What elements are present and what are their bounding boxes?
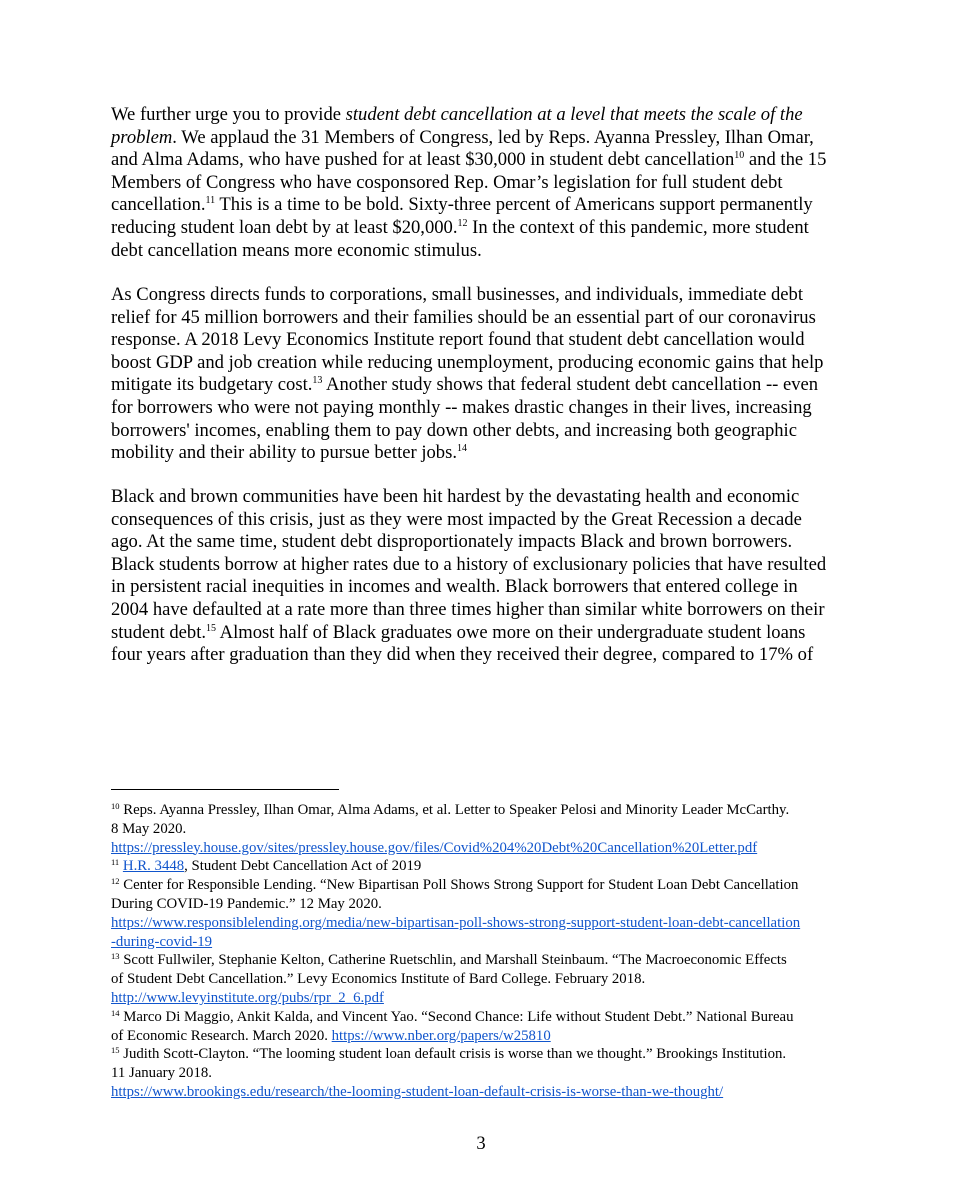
footnote-number: 14 [111, 1007, 120, 1018]
paragraph-debt-cancellation-scale [111, 104, 851, 262]
text: Center for Responsible Lending. “New Bipartisan Poll Shows Strong Support for Student Loan Debt Cancellation [119, 877, 799, 894]
text-line: 11 January 2018. [111, 1065, 212, 1082]
footnote-ref-11[interactable]: 11 [205, 195, 216, 207]
footnote-number: 12 [111, 876, 120, 887]
text-line: for borrowers who were not paying monthly -- makes drastic changes in their lives, increasing [111, 396, 812, 418]
footnote-number: 13 [111, 951, 120, 962]
text: of Economic Research. March 2020. [111, 1027, 332, 1044]
text-line: Black students borrow at higher rates due to a history of exclusionary policies that have resulted [111, 553, 827, 575]
footnote-12 [111, 876, 856, 951]
text-line: borrowers' incomes, enabling them to pay down other debts, and increasing both geographic [111, 419, 797, 441]
text: mitigate its budgetary cost. [111, 374, 313, 396]
paragraph-racial-inequity [111, 486, 851, 667]
text: , Student Debt Cancellation Act of 2019 [184, 858, 422, 875]
text-line: Black and brown communities have been hit hardest by the devastating health and economic [111, 486, 800, 507]
footnote-ref-13[interactable]: 13 [312, 375, 323, 387]
text: Judith Scott-Clayton. “The looming student loan default crisis is worse than we thought.” Brookings Institution. [119, 1046, 787, 1063]
footnote-number: 15 [111, 1045, 120, 1056]
text: and the 15 [744, 149, 827, 171]
emphasis-text: problem [111, 126, 173, 148]
footnote-link-continued[interactable]: -during-covid-19 [111, 933, 213, 950]
footnote-15 [111, 1045, 856, 1101]
footnote-separator [111, 789, 339, 790]
text: Almost half of Black graduates owe more on their undergraduate student loans [216, 621, 806, 643]
text: . We applaud the 31 Members of Congress, led by Reps. Ayanna Pressley, Ilhan Omar, [172, 126, 814, 148]
text-line: boost GDP and job creation while reducing unemployment, producing economic gains that help [111, 351, 824, 373]
footnote-link[interactable]: https://www.nber.org/papers/w25810 [331, 1027, 551, 1044]
text-line: During COVID-19 Pandemic.” 12 May 2020. [111, 895, 382, 912]
footnote-number: 11 [111, 857, 120, 868]
text-line: of Student Debt Cancellation.” Levy Economics Institute of Bard College. February 2018. [111, 971, 646, 988]
text: student debt. [111, 621, 207, 643]
footnote-link[interactable]: http://www.levyinstitute.org/pubs/rpr_2_6.pdf [111, 989, 384, 1006]
text-line: consequences of this crisis, just as they were most impacted by the Great Recession a decade [111, 508, 802, 530]
text: Scott Fullwiler, Stephanie Kelton, Catherine Ruetschlin, and Marshall Steinbaum. “The Macroeconomic Effects [119, 952, 787, 969]
paragraph-economic-stimulus [111, 284, 851, 465]
footnote-ref-12[interactable]: 12 [457, 217, 468, 229]
footnote-11 [111, 857, 856, 876]
text-line: 8 May 2020. [111, 820, 187, 837]
footnote-10 [111, 801, 856, 857]
text: and Alma Adams, who have pushed for at least $30,000 in student debt cancellation [111, 149, 735, 171]
footnote-link[interactable]: H.R. 3448 [122, 858, 185, 875]
footnote-link[interactable]: https://pressley.house.gov/sites/pressley.house.gov/files/Covid%204%20Debt%20Cancellation%20Letter.pdf [111, 839, 758, 856]
text: Marco Di Maggio, Ankit Kalda, and Vincent Yao. “Second Chance: Life without Student Debt.” National Bureau [119, 1008, 794, 1025]
footnote-link[interactable]: https://www.responsiblelending.org/media/new-bipartisan-poll-shows-strong-support-student-loan-debt-cancellation [111, 914, 801, 931]
footnote-link[interactable]: https://www.brookings.edu/research/the-looming-student-loan-default-crisis-is-worse-than-we-thought/ [111, 1083, 724, 1100]
text-line: As Congress directs funds to corporations, small businesses, and individuals, immediate debt [111, 284, 803, 305]
text: mobility and their ability to pursue better jobs. [111, 442, 457, 464]
footnote-14 [111, 1008, 856, 1046]
text-line: debt cancellation means more economic stimulus. [111, 239, 482, 261]
text-line: four years after graduation than they did when they received their degree, compared to 17% of [111, 644, 814, 666]
footnote-13 [111, 951, 856, 1007]
footnote-ref-15[interactable]: 15 [206, 622, 217, 634]
emphasis-text: student debt cancellation at a level that meets the scale of the [345, 104, 803, 125]
text: cancellation. [111, 194, 206, 216]
text-line: in persistent racial inequities in incomes and wealth. Black borrowers that entered college in [111, 576, 798, 598]
text-line: Members of Congress who have cosponsored Rep. Omar’s legislation for full student debt [111, 171, 783, 193]
text-line: response. A 2018 Levy Economics Institute report found that student debt cancellation would [111, 329, 805, 351]
text: reducing student loan debt by at least $20,000. [111, 216, 458, 238]
text: This is a time to be bold. Sixty-three percent of Americans support permanently [215, 194, 813, 216]
page-number: 3 [476, 1133, 486, 1154]
footnote-ref-10[interactable]: 10 [734, 150, 745, 162]
footnote-number: 10 [111, 801, 120, 811]
footnote-ref-14[interactable]: 14 [457, 443, 467, 455]
text-line: 2004 have defaulted at a rate more than three times higher than similar white borrowers on their [111, 598, 825, 620]
text: We further urge you to provide [111, 104, 346, 125]
footnotes [111, 801, 856, 1102]
text-line: ago. At the same time, student debt disproportionately impacts Black and brown borrowers. [111, 531, 793, 553]
text: Another study shows that federal student debt cancellation -- even [322, 374, 819, 396]
text: Reps. Ayanna Pressley, Ilhan Omar, Alma Adams, et al. Letter to Speaker Pelosi and Minority Leader McCarthy. [119, 802, 790, 818]
text: In the context of this pandemic, more student [467, 216, 809, 238]
text-line: relief for 45 million borrowers and their families should be an essential part of our coronavirus [111, 306, 816, 328]
